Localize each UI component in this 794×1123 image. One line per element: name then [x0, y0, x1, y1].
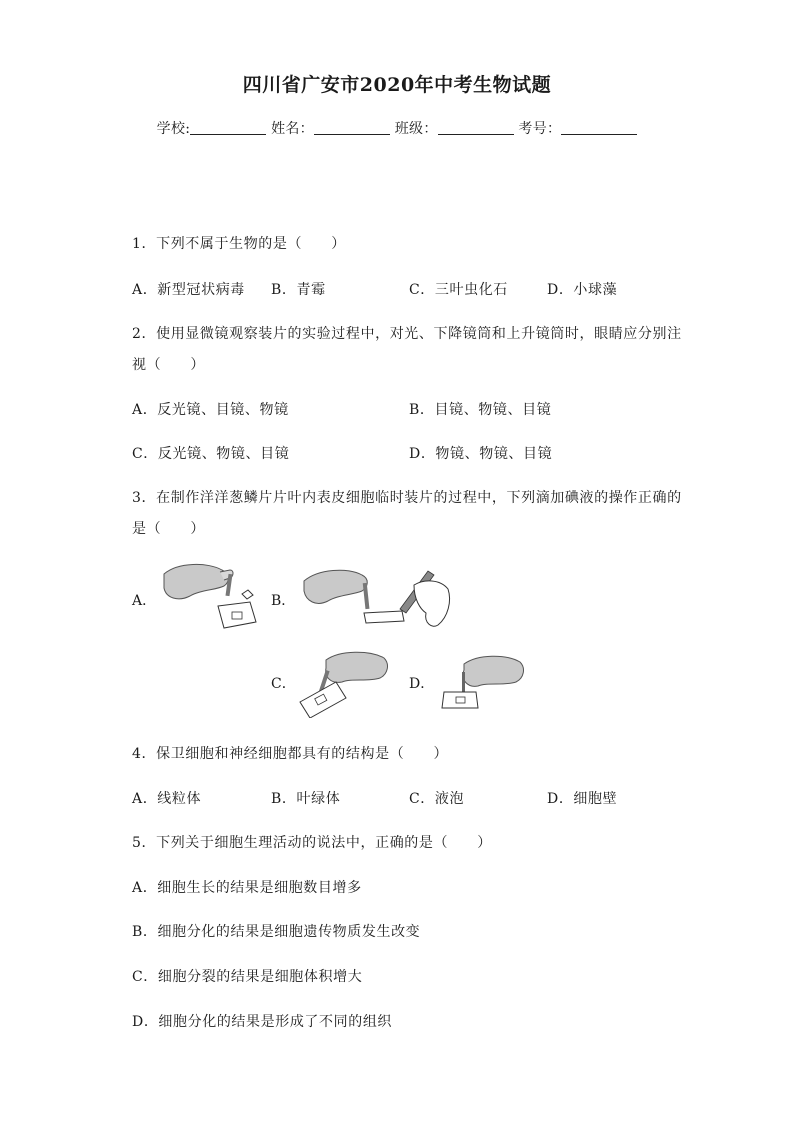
- q3-option-c-image[interactable]: [296, 648, 392, 718]
- name-blank[interactable]: [314, 120, 390, 135]
- q1-stem: 1．下列不属于生物的是（ ）: [132, 236, 346, 252]
- school-blank[interactable]: [190, 120, 266, 135]
- q3-option-b-image[interactable]: [302, 565, 452, 630]
- q4-option-b[interactable]: B．叶绿体: [271, 791, 341, 807]
- q5-option-b[interactable]: B．细胞分化的结果是细胞遗传物质发生改变: [132, 924, 421, 940]
- q2-option-a[interactable]: A．反光镜、目镜、物镜: [132, 402, 289, 418]
- page-title: 四川省广安市2020年中考生物试题: [242, 74, 552, 96]
- class-blank[interactable]: [438, 120, 514, 135]
- q4-stem: 4．保卫细胞和神经细胞都具有的结构是（ ）: [132, 746, 449, 762]
- q2-stem-line1: 2．使用显微镜观察装片的实验过程中，对光、下降镜筒和上升镜筒时，眼睛应分别注: [132, 326, 682, 342]
- q1-option-a[interactable]: A．新型冠状病毒: [132, 282, 245, 298]
- q1-option-d[interactable]: D．小球藻: [547, 282, 618, 298]
- q5-option-c[interactable]: C．细胞分裂的结果是细胞体积增大: [132, 969, 363, 985]
- student-info-row: [0, 118, 794, 138]
- q5-stem: 5．下列关于细胞生理活动的说法中，正确的是（ ）: [132, 835, 492, 851]
- q2-option-c[interactable]: C．反光镜、物镜、目镜: [132, 446, 290, 462]
- q2-option-d[interactable]: D．物镜、物镜、目镜: [409, 446, 553, 462]
- q4-option-a[interactable]: A．线粒体: [132, 791, 202, 807]
- exam-no-label: 考号：: [518, 121, 562, 137]
- q3-option-a-label[interactable]: A．: [132, 593, 157, 609]
- q1-option-c[interactable]: C．三叶虫化石: [409, 282, 508, 298]
- q4-option-d[interactable]: D．细胞壁: [547, 791, 618, 807]
- name-label: 姓名：: [271, 121, 314, 137]
- q1-option-b[interactable]: B．青霉: [271, 282, 326, 298]
- q3-option-d-label[interactable]: D．: [409, 676, 435, 692]
- q5-option-a[interactable]: A．细胞生长的结果是细胞数目增多: [132, 880, 362, 896]
- class-label: 班级：: [394, 121, 438, 137]
- school-label: 学校:: [156, 121, 191, 137]
- q3-stem-line2: 是（ ）: [132, 521, 205, 537]
- q3-option-d-image[interactable]: [440, 650, 526, 712]
- q3-option-a-image[interactable]: [160, 560, 260, 635]
- exam-no-blank[interactable]: [561, 120, 637, 135]
- q2-stem-line2: 视（ ）: [132, 357, 205, 373]
- q3-option-c-label[interactable]: C．: [271, 676, 296, 692]
- q5-option-d[interactable]: D．细胞分化的结果是形成了不同的组织: [132, 1014, 393, 1030]
- q3-stem-line1: 3．在制作洋洋葱鳞片片叶内表皮细胞临时装片的过程中，下列滴加碘液的操作正确的: [132, 490, 682, 506]
- q2-option-b[interactable]: B．目镜、物镜、目镜: [409, 402, 552, 418]
- q4-option-c[interactable]: C．液泡: [409, 791, 465, 807]
- q3-option-b-label[interactable]: B．: [271, 593, 296, 609]
